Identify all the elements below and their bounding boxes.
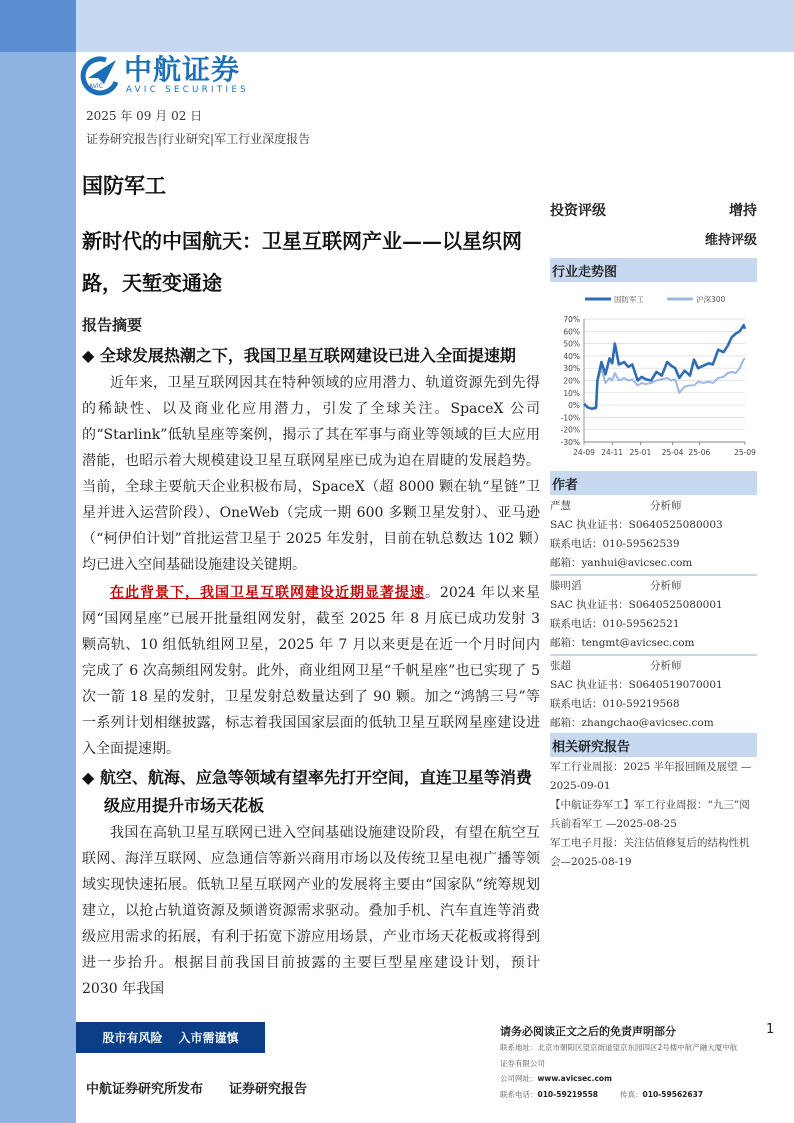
header-band: [76, 0, 794, 52]
website-row: [500, 1071, 740, 1087]
author-card: [550, 497, 757, 573]
main-content: [82, 342, 540, 1002]
author-email[interactable]: 邮箱：yanhui@avicsec.com: [550, 557, 693, 569]
authors-header: 作者: [550, 471, 757, 495]
phone-value: 010-59219558: [537, 1089, 599, 1099]
author-divider: [550, 654, 757, 656]
y-tick-label: 10%: [563, 388, 580, 398]
x-tick-label: 25-01: [629, 448, 652, 457]
logo-text-en: AVIC SECURITIES: [126, 85, 250, 95]
author-name-row: [550, 497, 757, 516]
phone-label: 联系电话：: [500, 1089, 538, 1099]
left-stripe: [0, 52, 76, 1123]
sector-title: 国防军工: [82, 173, 166, 198]
author-role: 分析师: [650, 660, 682, 672]
publisher: 中航证券研究所发布: [86, 1082, 204, 1097]
report-headline: 新时代的中国航天：卫星互联网产业——以星织网路，天堑变通途: [82, 229, 522, 295]
address: 联系地址：北京市朝阳区望京街道望京东园四区2号楼中航产融大厦中航证券有限公司: [500, 1043, 738, 1068]
related-report-link[interactable]: 军工行业周报：2025 半年报回顾及展望 —2025-09-01: [550, 761, 752, 792]
related-header: 相关研究报告: [550, 733, 757, 757]
avic-logo-icon: [76, 54, 124, 96]
y-tick-label: 0%: [568, 401, 580, 411]
risk-text-2: 入市需谨慎: [178, 1031, 239, 1045]
risk-text-1: 股市有风险: [102, 1031, 163, 1045]
author-name-row: [550, 577, 757, 596]
page-number: 1: [766, 1022, 775, 1037]
fax-label: 传真：: [620, 1089, 643, 1099]
paragraph-3: 我国在高轨卫星互联网已进入空间基础设施建设阶段，有望在航空互联网、海洋互联网、应急通信等新兴商用市场以及传统卫星电视广播等领域实现快速拓展。低轨卫星互联网产业的发展将主要由“国家队”统筹规划建立，以抢占轨道资源及频谱资源需求驱动。叠加手机、汽车直连等消费级应用需求的拓展，有利于拓宽下游应用场景，产业市场天花板或将得到进一步抬升。根据目前我国目前披露的主要巨型星座建设计划，预计 2030 年我国: [82, 825, 540, 997]
author-name: 严慧: [550, 500, 571, 512]
author-role: 分析师: [650, 500, 682, 512]
related-report-link[interactable]: 军工电子月报：关注估值修复后的结构性机会—2025-08-19: [550, 837, 750, 868]
highlight-text: 在此背景下，我国卫星互联网建设近期显著提速: [110, 585, 425, 601]
x-tick-label: 25-06: [688, 448, 711, 457]
author-divider: [550, 574, 757, 576]
x-tick-label: 24-11: [601, 448, 624, 457]
phone-row: [500, 1087, 740, 1103]
rating-row: [550, 200, 757, 220]
contact-info: [500, 1040, 740, 1102]
report-date: 2025 年 09 月 02 日: [86, 109, 203, 123]
series-line-defense: [584, 325, 745, 409]
authors-section: [550, 471, 757, 733]
author-phone: 联系电话：010-59562539: [550, 538, 680, 550]
related-report-link[interactable]: 【中航证券军工】军工行业周报：“九三”阅兵前看军工 —2025-08-25: [550, 799, 750, 830]
y-tick-label: -30%: [560, 438, 580, 447]
x-tick-label: 25-09: [734, 448, 756, 457]
summary-title: 报告摘要: [82, 316, 143, 334]
author-role: 分析师: [650, 580, 682, 592]
bullet-heading-2: ◆ 航空、航海、应急等领域有望率先打开空间，直连卫星等消费级应用提升市场天花板: [82, 768, 532, 815]
y-tick-label: 40%: [563, 351, 580, 361]
author-sac: SAC 执业证书：S0640519070001: [550, 679, 723, 691]
author-phone: 联系电话：010-59219568: [550, 698, 680, 710]
legend-label: 国防军工: [614, 295, 644, 304]
bullet-heading-1: ◆ 全球发展热潮之下，我国卫星互联网建设已进入全面提速期: [82, 346, 516, 365]
y-tick-label: 50%: [563, 339, 580, 349]
author-email[interactable]: 邮箱：tengmt@avicsec.com: [550, 637, 695, 649]
y-tick-label: -10%: [560, 413, 580, 423]
logo-badge: AVIC: [89, 83, 103, 90]
rating-label: 投资评级: [550, 203, 606, 219]
author-name-row: [550, 657, 757, 676]
report-type: 证券研究报告: [229, 1082, 308, 1097]
y-tick-label: 20%: [563, 376, 580, 386]
author-name: 滕明滔: [550, 580, 582, 592]
paragraph-1: 近年来，卫星互联网因其在特种领域的应用潜力、轨道资源先到先得的稀缺性、以及商业化应用潜力，引发了全球关注。SpaceX 公司的“Starlink”低轨星座等案例，揭示了其在军事与商业等领域的巨大应用潜能，也昭示着大规模建设卫星互联网星座已成为迫在眉睫的发展趋势。当前，全球主要航天企业积极布局，SpaceX（超 8000 颗在轨“星链”卫星并进入运营阶段）、OneWeb（完成一期 600 多颗卫星发射）、亚马逊（“柯伊伯计划”首批运营卫星于 2025 年发射，目前在轨总数达 102 颗）均已进入空间基础设施建设关键期。: [82, 375, 540, 573]
legend-label: 沪深300: [696, 295, 726, 304]
y-tick-label: 70%: [563, 315, 580, 324]
paragraph-2: [82, 580, 540, 762]
y-tick-label: 60%: [563, 327, 580, 337]
author-email[interactable]: 邮箱：zhangchao@avicsec.com: [550, 717, 714, 729]
fax-value: 010-59562637: [642, 1089, 704, 1099]
rating-value: 增持: [729, 203, 757, 219]
related-reports-section: [550, 733, 757, 872]
trend-chart: [545, 285, 760, 465]
author-sac: SAC 执业证书：S0640525080001: [550, 599, 723, 611]
bullet-text: 航空、航海、应急等领域有望率先打开空间，直连卫星等消费级应用提升市场天花板: [99, 768, 532, 815]
website-label: 公司网址：: [500, 1074, 538, 1083]
rating-note: 维持评级: [704, 233, 757, 248]
x-tick-label: 24-09: [573, 448, 595, 457]
author-card: [550, 577, 757, 653]
company-logo: [76, 52, 258, 98]
y-tick-label: -20%: [560, 425, 580, 435]
trend-chart-header: 行业走势图: [550, 258, 757, 282]
author-card: [550, 657, 757, 733]
x-tick-label: 25-04: [661, 448, 684, 457]
disclaimer-notice: 请务必阅读正文之后的免责声明部分: [500, 1025, 676, 1038]
bullet-text: 全球发展热潮之下，我国卫星互联网建设已进入全面提速期: [99, 346, 516, 365]
y-tick-label: 30%: [563, 364, 580, 374]
author-name: 张超: [550, 660, 571, 672]
author-phone: 联系电话：010-59562521: [550, 618, 680, 630]
risk-warning-box: [76, 1022, 265, 1053]
header-stripe-dark: [0, 0, 76, 52]
author-sac: SAC 执业证书：S0640525080003: [550, 519, 723, 531]
publisher-line: [86, 1078, 307, 1097]
report-category: 证券研究报告|行业研究|军工行业深度报告: [86, 132, 311, 146]
website-link[interactable]: www.avicsec.com: [537, 1074, 612, 1083]
paragraph-2-text: 。2024 年以来星网“国网星座”已展开批量组网发射，截至 2025 年 8 月底已成功发射 3 颗高轨、10 组低轨组网卫星，2025 年 7 月以来更是在近一个月时间内完成了 6 次高频组网发射。此外，商业组网卫星“千帆星座”也已实现了 5 次一箭 18 星的发射，卫星发射总数量达到了 90 颗。加之“鸿鹄三号”等一系列计划相继披露，标志着我国国家层面的低轨卫星互联网星座建设进入全面提速期。: [82, 585, 540, 757]
logo-text-cn: 中航证券: [124, 53, 241, 86]
